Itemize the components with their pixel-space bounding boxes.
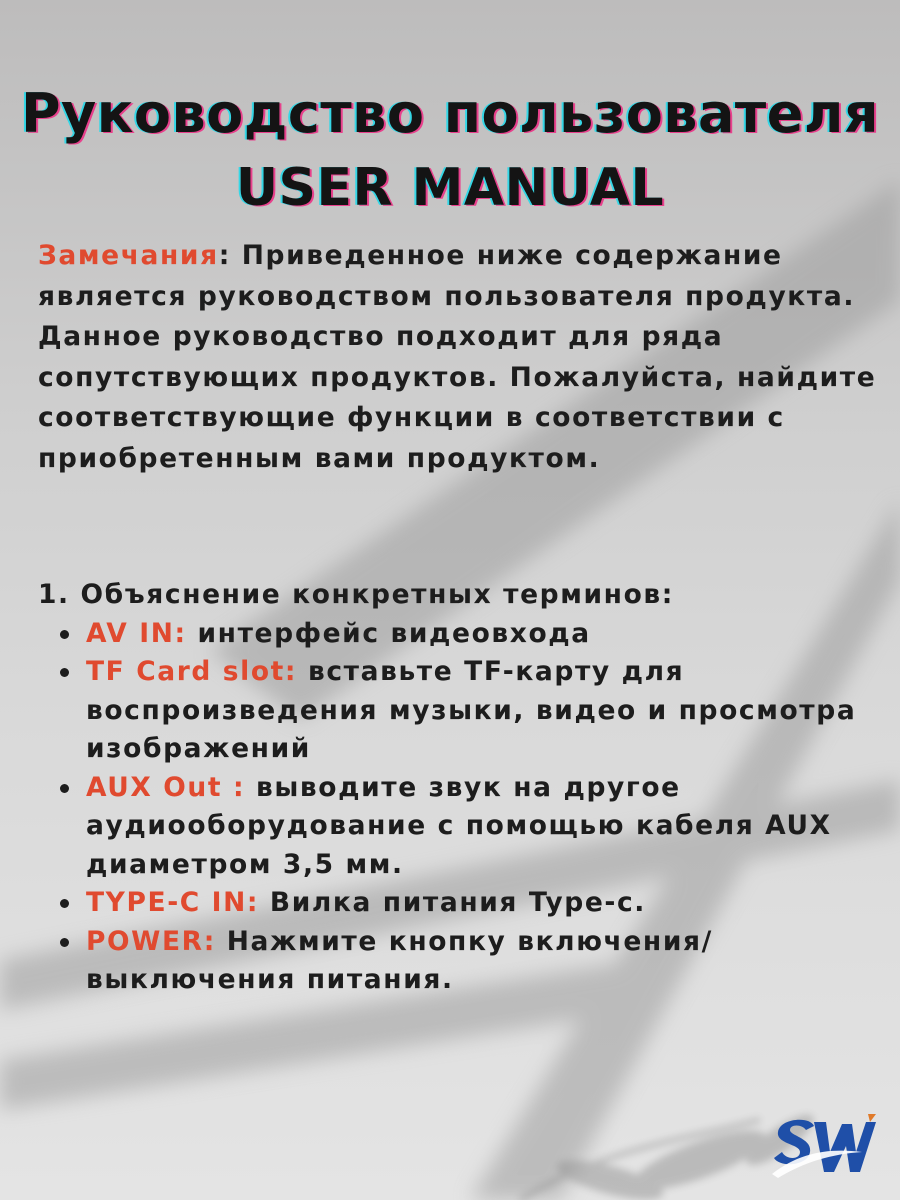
terms-section: [38, 576, 878, 1000]
list-item: [38, 884, 878, 923]
list-item: [38, 923, 878, 1000]
list-item: [38, 653, 878, 769]
term-description: выводите звук на другое аудиооборудование с помощью кабеля AUX диаметром 3,5 мм.: [86, 771, 832, 880]
list-item: [38, 615, 878, 654]
term-description: Вилка питания Type-c.: [259, 887, 646, 918]
notice-label: Замечания: [38, 240, 219, 271]
term-label: AUX Out :: [86, 771, 246, 803]
notice-text: Приведенное ниже содержание является руководством пользователя продукта. Данное руководство подходит для ряда сопутствующих продуктов. Пожалуйста, найдите соответствующие функции в соответствии с приобретенным вами продуктом.: [38, 240, 877, 474]
sw-brand-logo-icon: [770, 1112, 878, 1182]
notice-separator: :: [218, 240, 231, 271]
list-item: [38, 769, 878, 885]
term-description: интерфейс видеовхода: [186, 617, 591, 649]
term-label: TYPE-C IN:: [86, 887, 260, 918]
term-label: TF Card slot:: [86, 656, 298, 687]
terms-list: [38, 615, 878, 1000]
notice-paragraph: [38, 236, 878, 479]
term-label: POWER:: [86, 925, 216, 957]
terms-heading: 1. Объяснение конкретных терминов:: [38, 579, 674, 610]
term-description: вставьте TF-карту для воспроизведения музыки, видео и просмотра изображений: [86, 656, 857, 764]
term-description: Нажмите кнопку включения/ выключения питания.: [86, 925, 713, 995]
page-subtitle: USER MANUAL: [235, 158, 665, 218]
term-label: AV IN:: [86, 617, 187, 649]
page-title: Руководство пользователя: [20, 82, 880, 145]
